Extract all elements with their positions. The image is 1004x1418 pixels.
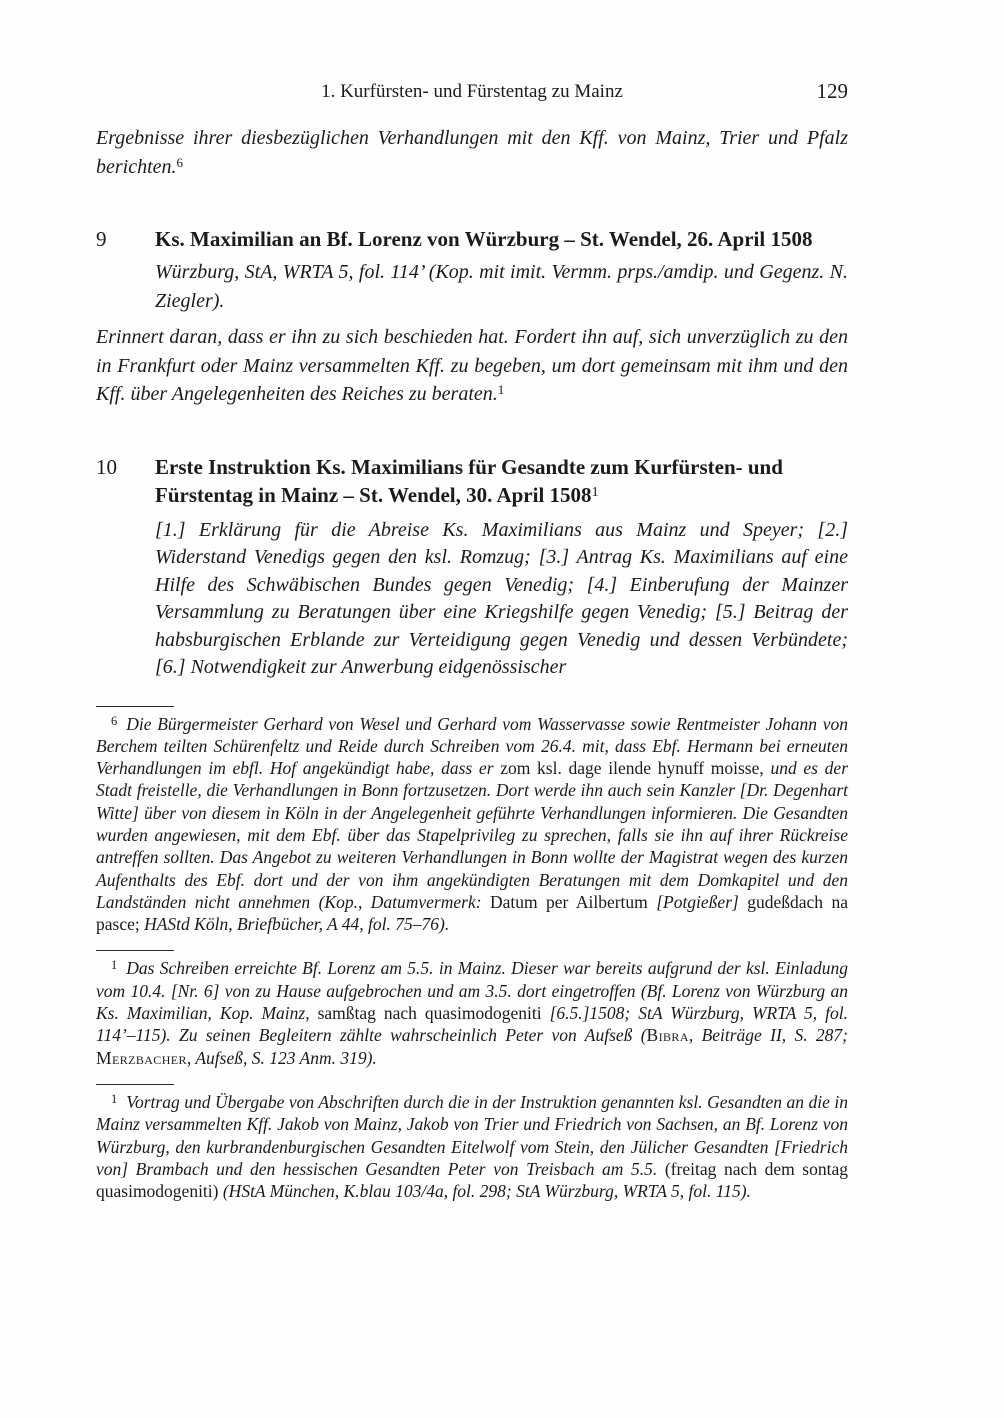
footnote-rule: [96, 1084, 174, 1085]
doc-title: [155, 453, 848, 509]
doc-summary-text: Erinnert daran, dass er ihn zu sich beschieden hat. Fordert ihn auf, sich unverzüglich zu den in Frankfurt oder Mainz versammelten Kff. zu begeben, um dort gemeinsam mit ihm und den Kff. über Angelegenheiten des Reiches zu beraten.: [96, 326, 848, 405]
footnote-text-segment: HAStd Köln, Briefbücher, A 44, fol. 75–76).: [144, 914, 450, 935]
doc-source: Würzburg, StA, WRTA 5, fol. 114’ (Kop. mit imit. Vermm. prps./amdip. und Gegenz. N. Ziegler).: [155, 261, 848, 312]
footnote-text-segment: Die Bürgermeister Gerhard von Wesel und Gerhard vom Wasservasse sowie Rentmeister Johann von Berchem teilten Schürenfeltz und Reide durch Schreiben vom 26.4. mit, dass Ebf. Hermann bei erneuten Verhandlungen im ebfl. Hof angekündigt habe, dass er: [96, 713, 848, 779]
doc-summary-text: [1.] Erklärung für die Abreise Ks. Maximilians aus Mainz und Speyer; [2.] Widerstand Venedigs gegen den ksl. Romzug; [3.] Antrag Ks. Maximilians auf eine Hilfe des Schwäbischen Bundes gegen Venedig; [4.] Einberufung der Mainzer Versammlung zu Beratungen über eine Kriegshilfe gegen Venedig; [5.] Beitrag der habsburgischen Erblande zur Verteidigung gegen Venedig und dessen Verbündete; [6.] Notwendigkeit zur Anwerbung eidgenössischer: [155, 518, 848, 678]
footnote-text-segment: und es der Stadt freistelle, die Verhandlungen in Bonn fortzusetzen. Dort werde ihn auch sein Kanzler [Dr. Degenhart Witte] über von diesem in Köln in der Angelegenheit geführte Verhandlungen informieren. Die Gesandten wurden angewiesen, mit dem Ebf. über das Stapelprivileg zu sprechen, falls sie ihn auf ihrer Rückreise antreffen sollten. Das Angebot zu weiteren Verhandlungen in Bonn wollte der Magistrat wegen des kurzen Aufenthalts des Ebf. dort und der von ihm angekündigten Beratungen mit dem Domkapitel und den Landständen nicht annehmen (Kop., Datumvermerk:: [96, 758, 849, 912]
doc-head: [96, 453, 848, 509]
intro-summary: [96, 124, 848, 181]
doc-head: [96, 225, 848, 253]
footnote-ref: 1: [591, 484, 599, 500]
footnote-rule: [96, 950, 174, 951]
footnote-ref: 1: [497, 382, 505, 397]
footnote-body: [96, 713, 848, 936]
footnote-ref: 6: [176, 154, 184, 170]
footnote-text-segment: Datum per Ailbertum: [489, 891, 657, 912]
footnote-body: [96, 1091, 848, 1202]
footnote-text-segment: Merzbacher: [96, 1047, 187, 1068]
running-head: [96, 80, 848, 104]
footnote-marker: 6: [111, 713, 118, 728]
footnote-text: [96, 1092, 848, 1201]
footnote-text-segment: samßtag nach quasimodogeniti: [317, 1003, 550, 1024]
footnote-text-segment: (freitag nach dem sontag quasimodogeniti): [96, 1158, 848, 1202]
intro-summary-text: Ergebnisse ihrer diesbezüglichen Verhandlungen mit den Kff. von Mainz, Trier und Pfalz berichten.: [96, 127, 848, 178]
footnote-text-segment: [Potgießer]: [656, 891, 748, 912]
doc-title-text: Ks. Maximilian an Bf. Lorenz von Würzburg – St. Wendel, 26. April 1508: [155, 227, 813, 251]
footnote: [96, 706, 848, 936]
footnote-text: [96, 958, 848, 1067]
doc-title-text: Erste Instruktion Ks. Maximilians für Gesandte zum Kurfürsten- und Fürstentag in Mainz – St. Wendel, 30. April 1508: [155, 454, 783, 507]
running-head-title: 1. Kurfürsten- und Fürstentag zu Mainz: [321, 81, 623, 102]
footnote-rule: [96, 706, 174, 707]
page-number: 129: [816, 79, 848, 103]
footnote-text-segment: , Beiträge II, S. 287;: [688, 1025, 848, 1046]
footnote: [96, 1084, 848, 1202]
footnote-text-segment: gudeßdach na pasce;: [96, 891, 848, 935]
footnote-text-segment: zom ksl. dage ilende hynuff moisse,: [500, 758, 771, 779]
doc-number: 9: [96, 227, 107, 251]
doc-summary: [155, 517, 848, 682]
footnote-body: [96, 957, 848, 1068]
footnote-text-segment: Vortrag und Übergabe von Abschriften durch die in der Instruktion genannten ksl. Gesandten an die in Mainz versammelten Kff. Jakob von Mainz, Jakob von Trier und Friedrich von Sachsen, an Bf. Lorenz von Würzburg, den kurbrandenburgischen Gesandten Eitelwolf vom Stein, den Jülicher Gesandten [Friedrich von] Brambach und den hessischen Gesandten Peter von Treisbach am 5.5.: [96, 1091, 848, 1179]
footnotes-section: [96, 706, 848, 1203]
footnote-text: [96, 714, 848, 935]
doc-entry: [96, 225, 848, 409]
doc-summary: [96, 323, 848, 409]
footnote-marker: 1: [111, 1091, 118, 1106]
footnote-text-segment: , Aufseß, S. 123 Anm. 319).: [186, 1047, 377, 1068]
footnote-text-segment: [6.5.]1508; StA Würzburg, WRTA 5, fol. 114’–115). Zu seinen Begleitern zählte wahrscheinlich Peter von Aufseß (: [96, 1003, 848, 1046]
doc-entry: [96, 453, 848, 682]
doc-title: [155, 225, 812, 253]
footnote-text-segment: Bibra: [646, 1025, 689, 1046]
footnote: [96, 950, 848, 1068]
doc-number: 10: [96, 454, 117, 479]
footnote-text-segment: (HStA München, K.blau 103/4a, fol. 298; StA Würzburg, WRTA 5, fol. 115).: [222, 1181, 751, 1202]
footnote-marker: 1: [111, 958, 118, 973]
footnote-text-segment: Das Schreiben erreichte Bf. Lorenz am 5.5. in Mainz. Dieser war bereits aufgrund der ksl. Einladung vom 10.4. [Nr. 6] von zu Hause aufgebrochen und am 3.5. dort eingetroffen (Bf. Lorenz von Würzburg an Ks. Maximilian, Kop. Mainz,: [96, 958, 848, 1024]
